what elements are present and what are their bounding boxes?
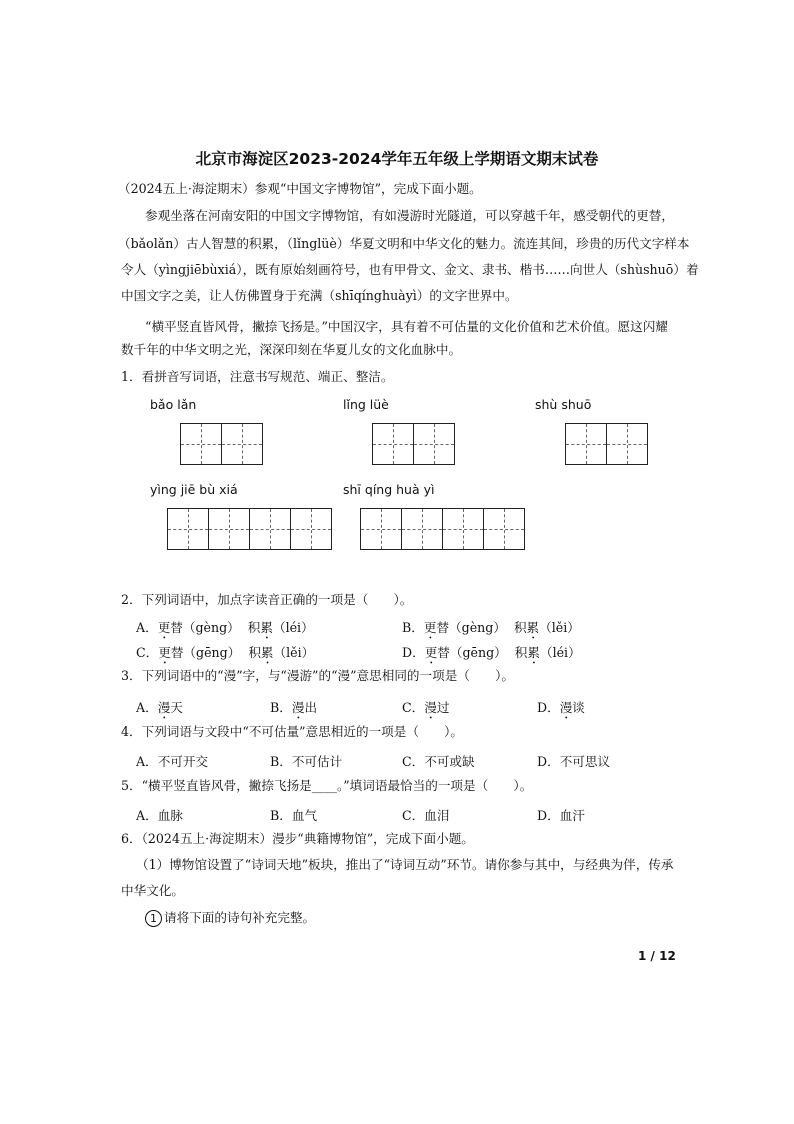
dotted-char: 更 [423, 620, 437, 635]
pinyin-label: shī qíng huà yì [343, 482, 435, 497]
option-letter: D． [402, 645, 425, 660]
q2-option-b[interactable] [402, 617, 580, 642]
q4-option-a[interactable]: A．不可开交 [136, 754, 209, 769]
circled-number: 1 [145, 910, 162, 927]
dotted-char: 更 [158, 645, 171, 660]
q2-option-a[interactable] [136, 617, 314, 642]
dotted-char: 累 [526, 620, 540, 635]
dotted-char: 漫 [157, 700, 171, 715]
grid-cell[interactable] [168, 509, 209, 549]
q4-option-b[interactable]: B．不可估计 [270, 754, 343, 769]
dotted-char: 累 [260, 620, 273, 635]
dotted-char: 漫 [559, 700, 573, 715]
option-text: 谈 [572, 700, 585, 715]
q2-option-c[interactable] [136, 642, 314, 667]
option-text: 替（gèng） [170, 620, 240, 635]
q5-option-d[interactable]: D．血汗 [537, 808, 585, 823]
grid-cell[interactable] [414, 424, 454, 464]
option-letter: B． [402, 620, 424, 635]
passage-line-2: （bǎolǎn）古人智慧的积累，（lǐnglüè）华夏文明和中华文化的魅力。流连其间，珍贵的历代文字样本 [118, 236, 690, 251]
option-letter: C． [136, 645, 159, 660]
passage-line-5: “横平竖直皆风骨，撇捺飞扬是。”中国汉字，具有着不可估量的文化价值和艺术价值。愿这闪耀 [145, 319, 668, 334]
grid-cell[interactable] [484, 509, 524, 549]
option-text: 积 [247, 620, 261, 635]
passage-line-4: 中国文字之美，让人仿佛置身于充满（shīqínghuàyì）的文字世界中。 [121, 288, 518, 303]
writing-grid[interactable] [167, 508, 332, 550]
option-text: （lěi） [273, 645, 315, 660]
q6-stem: 6．（2024五上·海淀期末）漫步“典籍博物馆”，完成下面小题。 [121, 831, 474, 846]
grid-cell[interactable] [566, 424, 607, 464]
dotted-char: 更 [424, 645, 438, 660]
q3-option-d[interactable] [537, 697, 585, 722]
dotted-char: 累 [260, 645, 274, 660]
q1-stem: 1．看拼音写词语，注意书写规范、端正、整洁。 [121, 369, 394, 384]
q4-option-c[interactable]: C．不可或缺 [402, 754, 475, 769]
page-number: 1 / 12 [638, 949, 676, 963]
grid-cell[interactable] [443, 509, 484, 549]
q4-stem: 4．下列词语与文段中“不可估量”意思相近的一项是（ ）。 [121, 724, 464, 739]
option-letter: C． [402, 700, 425, 715]
q5-option-c[interactable]: C．血泪 [402, 808, 450, 823]
option-text: 积 [248, 645, 261, 660]
intro-line: （2024五上·海淀期末）参观“中国文字博物馆”，完成下面小题。 [118, 181, 482, 196]
grid-cell[interactable] [402, 509, 443, 549]
grid-cell[interactable] [361, 509, 402, 549]
grid-cell[interactable] [291, 509, 331, 549]
q6-sub1-item [145, 910, 315, 927]
q3-option-a[interactable] [136, 697, 183, 722]
q5-stem: 5．“横平竖直皆风骨，撇捺飞扬是____。”填词语最恰当的一项是（ ）。 [121, 778, 533, 793]
q6-sub1-line1: （1）博物馆设置了“诗词天地”板块，推出了“诗词互动”环节。请你参与其中，与经典为伴，传承 [136, 857, 674, 872]
grid-cell[interactable] [181, 424, 222, 464]
passage-line-1: 参观坐落在河南安阳的中国文字博物馆，有如漫游时光隧道，可以穿越千年，感受朝代的更替， [145, 208, 674, 223]
option-letter: A． [136, 700, 158, 715]
option-text: 过 [436, 700, 450, 715]
dotted-char: 漫 [424, 700, 437, 715]
option-letter: A． [136, 620, 158, 635]
grid-cell[interactable] [607, 424, 647, 464]
pinyin-label: lǐng lüè [343, 397, 389, 412]
q5-option-a[interactable]: A．血脉 [136, 808, 183, 823]
q3-stem: 3．下列词语中的“漫”字，与“漫游”的“漫”意思相同的一项是（ ）。 [121, 668, 514, 683]
pinyin-label: shù shuō [535, 397, 592, 412]
option-text: 天 [170, 700, 183, 715]
pinyin-label: bǎo lǎn [150, 397, 197, 412]
q5-option-b[interactable]: B．血气 [270, 808, 318, 823]
passage-line-6: 数千年的中华文明之光，深深印刻在华夏儿女的文化血脉中。 [121, 342, 462, 357]
grid-cell[interactable] [250, 509, 291, 549]
writing-grid[interactable] [180, 423, 263, 465]
dotted-char: 更 [157, 620, 171, 635]
q3-option-c[interactable] [402, 697, 449, 722]
option-text: （léi） [272, 620, 314, 635]
option-letter: D． [537, 700, 560, 715]
option-text: 替（gèng） [436, 620, 506, 635]
option-text: 积 [514, 645, 528, 660]
writing-grid[interactable] [565, 423, 648, 465]
dotted-char: 漫 [291, 700, 305, 715]
grid-cell[interactable] [373, 424, 414, 464]
q6-sub1-line2: 中华文化。 [121, 883, 184, 898]
writing-grid[interactable] [372, 423, 455, 465]
option-text: （lěi） [539, 620, 580, 635]
option-text: 积 [513, 620, 527, 635]
q3-option-b[interactable] [270, 697, 317, 722]
option-text: 替（gēng） [170, 645, 241, 660]
item-text: 请将下面的诗句补充完整。 [164, 910, 316, 925]
q2-stem: 2．下列词语中，加点字读音正确的一项是（ ）。 [121, 592, 413, 607]
q4-option-d[interactable]: D．不可思议 [537, 754, 611, 769]
q2-option-d[interactable] [402, 642, 581, 667]
option-text: 替（gēng） [437, 645, 507, 660]
option-text: （léi） [539, 645, 581, 660]
writing-grid[interactable] [360, 508, 525, 550]
option-text: 出 [304, 700, 318, 715]
grid-cell[interactable] [209, 509, 250, 549]
grid-cell[interactable] [222, 424, 262, 464]
dotted-char: 累 [527, 645, 540, 660]
option-letter: B． [270, 700, 292, 715]
pinyin-label: yìng jiē bù xiá [150, 482, 238, 497]
passage-line-3: 令人（yìngjiēbùxiá），既有原始刻画符号，也有甲骨文、金文、隶书、楷书……向世人（shùshuō）着 [121, 262, 699, 277]
page-title: 北京市海淀区2023-2024学年五年级上学期语文期末试卷 [195, 150, 599, 168]
